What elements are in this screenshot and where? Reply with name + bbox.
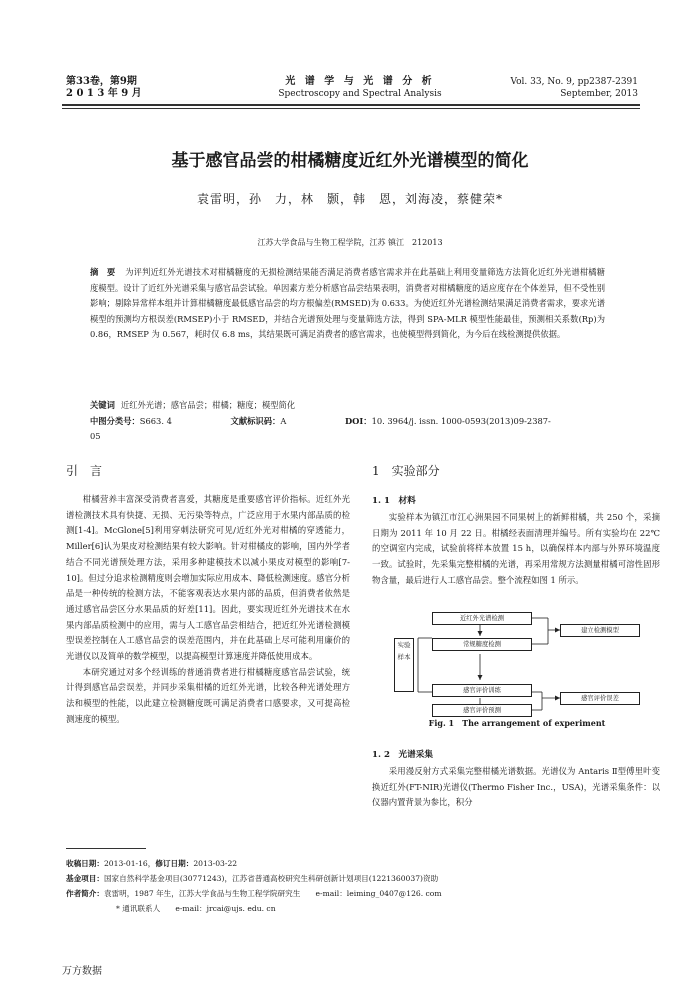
section-1-2-text: 采用漫反射方式采集完整柑橘光谱数据。光谱仪为 Antaris Ⅱ型傅里叶变换近红外(FT-NIR)光谱仪(Thermo Fisher Inc.，USA)，光谱采集条件：以仪器内置背景为参比，积分 <box>372 766 660 808</box>
classification-line <box>90 414 605 444</box>
code-label: 文献标识码： <box>230 416 281 426</box>
affiliation: 江苏大学食品与生物工程学院，江苏 镇江 212013 <box>257 238 443 247</box>
journal-name-en: Spectroscopy and Spectral Analysis <box>278 89 442 99</box>
abstract-text: 为评判近红外光谱技术对柑橘糖度的无损检测结果能否满足消费者感官需求并在此基础上利用变量筛选方法简化近红外光谱柑橘糖度模型。设计了近红外光谱采集与感官品尝试验。单因素方差分析感官品尝结果表明，消费者对柑橘糖度的适应度存在个体差异，但不受性别影响；剔除异常样本组并计算柑橘糖度最低感官品尝的均方根偏差(RMSED)为 0.633。为使近红外光谱检测结果满足消费者需求，要求光谱模型的预测均方根误差(RMSEP)小于 RMSED，并结合光谱预处理与变量筛选方法，得到 SPA-MLR 模型性能最佳，预测相关系数(Rp)为 0.86，RMSEP 为 0.567，耗时仅 6.8 ms，其结果既可满足消费者的感官需求，也使模型得到简化，为今后在线检测提供依据。 <box>90 267 605 340</box>
header-divider-thin <box>62 108 640 109</box>
header-volume-en <box>510 76 638 100</box>
date-en: September, 2013 <box>560 89 638 99</box>
fund-line <box>66 871 666 886</box>
keywords-text: 近红外光谱；感官品尝；柑橘；糖度；模型简化 <box>120 400 296 410</box>
intro-paragraph-2: 本研究通过对多个经训练的普通消费者进行柑橘糖度感官品尝试验，统计得到感官品尝误差，并同步采集柑橘的近红外光谱，比较各种光谱处理方法和模型的性能，以此建立检测糖度既可满足消费者口感要求，又可提高检测速度的模型。 <box>66 666 350 724</box>
dates-line <box>66 856 666 871</box>
doi-value: 10. 3964/j. issn. 1000-0593(2013)09-2387-05 <box>90 416 551 441</box>
flow-nir-box: 近红外光谱检测 <box>432 612 532 625</box>
header-volume-issue <box>66 76 142 100</box>
section-1-heading: 1 实验部分 <box>372 464 440 478</box>
header-divider <box>62 104 640 106</box>
section-1-1-heading: 1. 1 材料 <box>372 496 416 506</box>
figure-1-number: Fig. 1 <box>428 718 455 728</box>
author-bio-label: 作者简介： <box>66 889 104 898</box>
author-list: 袁雷明，孙 力，林 颢，韩 恩，刘海凌，蔡健荣* <box>196 192 503 206</box>
received-date: 2013-01-16， <box>103 859 156 868</box>
code-value: A <box>280 416 287 426</box>
figure-1-flowchart <box>392 610 642 716</box>
footnotes <box>66 856 666 916</box>
received-label: 收稿日期： <box>66 859 104 868</box>
paper-title: 基于感官品尝的柑橘糖度近红外光谱模型的简化 <box>171 151 529 171</box>
intro-paragraph-1: 柑橘营养丰富深受消费者喜爱，其糖度是重要感官评价指标。近红外光谱检测技术具有快捷、无损、无污染等特点，广泛应用于水果内部品质的检测[1-4]。McGlone[5]利用穿刺法研究可见/近红外光对柑橘的穿透能力，Miller[6]认为果皮对检测结果有较大影响。针对柑橘皮的影响，国内外学者结合不同光谱预处理方法，采用多种建模技术以减小果皮对模型的影响[7-10]。但过分追求检测精度则会增加实际应用成本、降低检测速度。感官分析品是一种传统的检测方法，不能客观表达水果内部的品质，但消费者依然是通过感官品尝区分水果品质的好差[11]。因此，要实现近红外光谱技术在水果内部品质检测中的应用，需与人工感官品尝相结合，把近红外光谱检测模型误差控制在人工感官品尝的误差范围内，并在此基础上尽可能利用廉价的光谱仪以及简单的数学模型，以提高模型计算速度并降低使用成本。 <box>66 494 350 662</box>
volume-en: Vol. 33, No. 9, pp2387-2391 <box>510 77 638 87</box>
figure-1-caption-text: The arrangement of experiment <box>462 718 606 728</box>
intro-heading: 引 言 <box>66 464 103 478</box>
flow-brix-box: 常规糖度检测 <box>432 638 532 651</box>
revised-date: 2013-03-22 <box>193 859 238 868</box>
flow-predict-box: 感官评价预测 <box>432 704 532 717</box>
section-1-2-body <box>372 764 660 811</box>
section-1-1-text: 实验样本为镇江市江心洲果园不同果树上的新鲜柑橘，共 250 个，采摘日期为 2011 年 10 月 22 日。柑橘经表面清理并编号。所有实验均在 22℃的空调室内完成，试验前将样本放置 15 h，以确保样本内部与外界环境温度一致。试验时，先采集完整柑橘的光谱，再采用常规方法测量柑橘可溶性固形物含量，最后进行人工感官品尝。整个流程如图 1 所示。 <box>372 512 660 585</box>
watermark: 万方数据 <box>62 966 102 977</box>
abstract-label: 摘 要 <box>90 267 116 277</box>
fund-text: 国家自然科学基金项目(30771243)，江苏省普通高校研究生科研创新计划项目(1221360037)资助 <box>103 874 439 883</box>
journal-name <box>250 76 470 100</box>
clc-label: 中图分类号： <box>90 416 140 426</box>
flow-model-box: 建立检测模型 <box>560 624 640 637</box>
author-bio-text: 袁雷明，1987 年生，江苏大学食品与生物工程学院研究生 e-mail：leiming_0407@126. com <box>103 889 442 898</box>
revised-label: 修订日期： <box>155 859 194 868</box>
journal-name-cn: 光 谱 学 与 光 谱 分 析 <box>285 76 435 87</box>
figure-1-caption <box>372 718 662 728</box>
abstract <box>90 265 605 343</box>
intro-body <box>66 492 350 728</box>
corresponding-author: * 通讯联系人 e-mail：jrcai@ujs. edu. cn <box>116 904 276 913</box>
volume-cn: 第33卷，第9期 <box>66 76 137 87</box>
section-1-2-heading: 1. 2 光谱采集 <box>372 750 433 760</box>
keywords <box>90 398 605 413</box>
date-cn: 2 0 1 3 年 9 月 <box>66 88 142 99</box>
keywords-label: 关键词 <box>90 400 115 410</box>
flow-error-box: 感官评价误差 <box>560 692 640 705</box>
clc-value: S663. 4 <box>139 416 172 426</box>
footnote-divider <box>66 848 146 849</box>
section-1-1-body <box>372 510 660 589</box>
author-bio-line <box>66 886 666 901</box>
flow-sample-box: 实验样本 <box>394 638 414 692</box>
fund-label: 基金项目： <box>66 874 104 883</box>
doi-label: DOI： <box>344 416 372 426</box>
flow-training-box: 感官评价训练 <box>432 684 532 697</box>
